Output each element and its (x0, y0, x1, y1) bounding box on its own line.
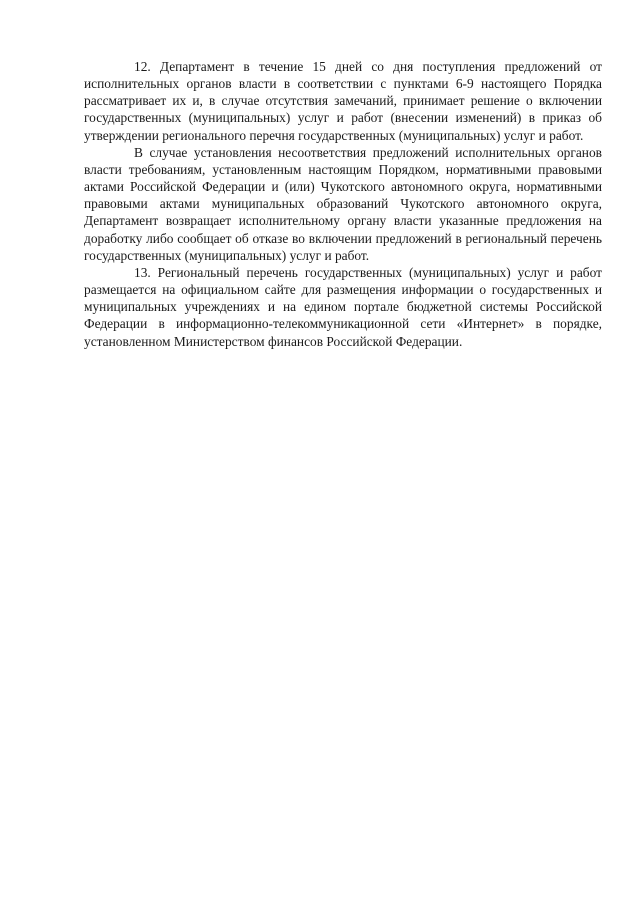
paragraph-13: 13. Региональный перечень государственных (муниципальных) услуг и работ размещается на официальном сайте для размещения информации о государственных и муниципальных учреждениях и на едином портале бюджетной системы Российской Федерации в информационно-телекоммуникационной сети «Интернет» в порядке, установленном Министерством финансов Российской Федерации. (84, 264, 602, 349)
paragraph-12: 12. Департамент в течение 15 дней со дня поступления предложений от исполнительных органов власти в соответствии с пунктами 6-9 настоящего Порядка рассматривает их и, в случае отсутствия замечаний, принимает решение о включении государственных (муниципальных) услуг и работ (внесении изменений) в приказ об утверждении регионального перечня государственных (муниципальных) услуг и работ. (84, 59, 602, 143)
document-body (84, 58, 602, 350)
paragraph-12-continued: В случае установления несоответствия предложений исполнительных органов власти требованиям, установленным настоящим Порядком, нормативными правовыми актами Российской Федерации и (или) Чукотского автономного округа, нормативными правовыми актами муниципальных образований Чукотского автономного округа, Департамент возвращает исполнительному органу власти указанные предложения на доработку либо сообщает об отказе во включении предложений в региональный перечень государственных (муниципальных) услуг и работ. (84, 144, 602, 263)
